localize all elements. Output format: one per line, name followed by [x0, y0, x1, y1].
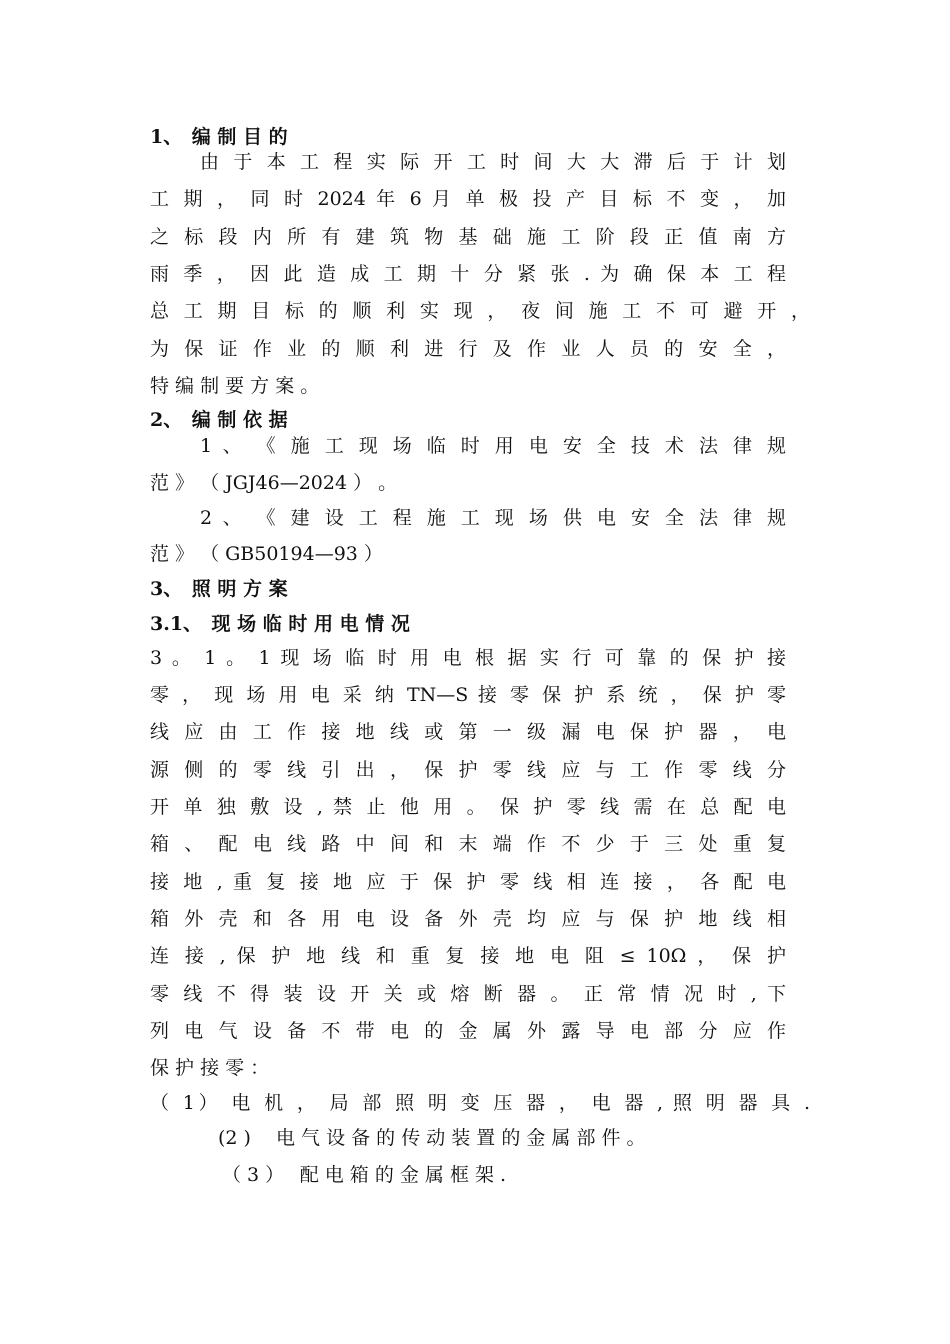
paragraph-line: 零 线 不 得 装 设 开 关 或 熔 断 器 。 正 常 情 况 时 , 下 [150, 983, 786, 1005]
paragraph-line: 箱 、 配 电 线 路 中 间 和 末 端 作 不 少 于 三 处 重 复 [150, 833, 786, 855]
paragraph-line: 特 编 制 要 方 案 。 [150, 375, 320, 397]
section-3-1-heading: 3.1、 现 场 临 时 用 电 情 况 [150, 613, 410, 635]
paragraph-line: 开 单 独 敷 设 , 禁 止 他 用 。 保 护 零 线 需 在 总 配 电 [150, 796, 786, 818]
paragraph-line: 连 接 , 保 护 地 线 和 重 复 接 地 电 阻 ≤ 10Ω ， 保 护 [150, 945, 786, 967]
list-item: （ 3 ） 配 电 箱 的 金 属 框 架 . [222, 1164, 507, 1186]
paragraph-line: 雨 季 ， 因 此 造 成 工 期 十 分 紧 张 . 为 确 保 本 工 程 [150, 263, 786, 285]
paragraph-line: 源 侧 的 零 线 引 出 ， 保 护 零 线 应 与 工 作 零 线 分 [150, 759, 786, 781]
paragraph-line: 工 期 ， 同 时 2024 年 6 月 单 极 投 产 目 标 不 变 ， 加 [150, 188, 786, 210]
paragraph-line: 列 电 气 设 备 不 带 电 的 金 属 外 露 导 电 部 分 应 作 [150, 1020, 786, 1042]
paragraph-line: 3 。 1 。 1 现 场 临 时 用 电 根 据 实 行 可 靠 的 保 护 接 [150, 647, 786, 669]
list-item: （ 1） 电 机 ， 局 部 照 明 变 压 器 ， 电 器 , 照 明 器 具 . [150, 1092, 810, 1114]
paragraph-line: 零 ， 现 场 用 电 采 纳 TN—S 接 零 保 护 系 统 ， 保 护 零 [150, 684, 786, 706]
section-2-heading: 2、 编 制 依 据 [150, 409, 288, 431]
paragraph-line: 总 工 期 目 标 的 顺 利 实 现 ， 夜 间 施 工 不 可 避 开 ， [150, 300, 810, 322]
reference-line: 1 、 《 施 工 现 场 临 时 用 电 安 全 技 术 法 律 规 [200, 435, 786, 457]
reference-line: 范 》 （ JGJ46—2024 ） 。 [150, 472, 398, 494]
paragraph-line: 由 于 本 工 程 实 际 开 工 时 间 大 大 滞 后 于 计 划 [200, 151, 786, 173]
reference-line: 2 、 《 建 设 工 程 施 工 现 场 供 电 安 全 法 律 规 [200, 507, 786, 529]
paragraph-line: 线 应 由 工 作 接 地 线 或 第 一 级 漏 电 保 护 器 ， 电 [150, 721, 786, 743]
section-3-heading: 3、 照 明 方 案 [150, 578, 288, 600]
paragraph-line: 之 标 段 内 所 有 建 筑 物 基 础 施 工 阶 段 正 值 南 方 [150, 226, 786, 248]
reference-line: 范 》 （ GB50194—93 ） [150, 543, 383, 565]
paragraph-line: 箱 外 壳 和 各 用 电 设 备 外 壳 均 应 与 保 护 地 线 相 [150, 908, 786, 930]
paragraph-line: 接 地 , 重 复 接 地 应 于 保 护 零 线 相 连 接 ， 各 配 电 [150, 871, 786, 893]
paragraph-line: 为 保 证 作 业 的 顺 利 进 行 及 作 业 人 员 的 安 全 ， [150, 338, 786, 360]
list-item: (2 ) 电 气 设 备 的 传 动 装 置 的 金 属 部 件 。 [218, 1127, 646, 1149]
section-1-heading: 1、 编 制 目 的 [150, 126, 288, 148]
paragraph-line: 保 护 接 零 ： [150, 1057, 270, 1079]
